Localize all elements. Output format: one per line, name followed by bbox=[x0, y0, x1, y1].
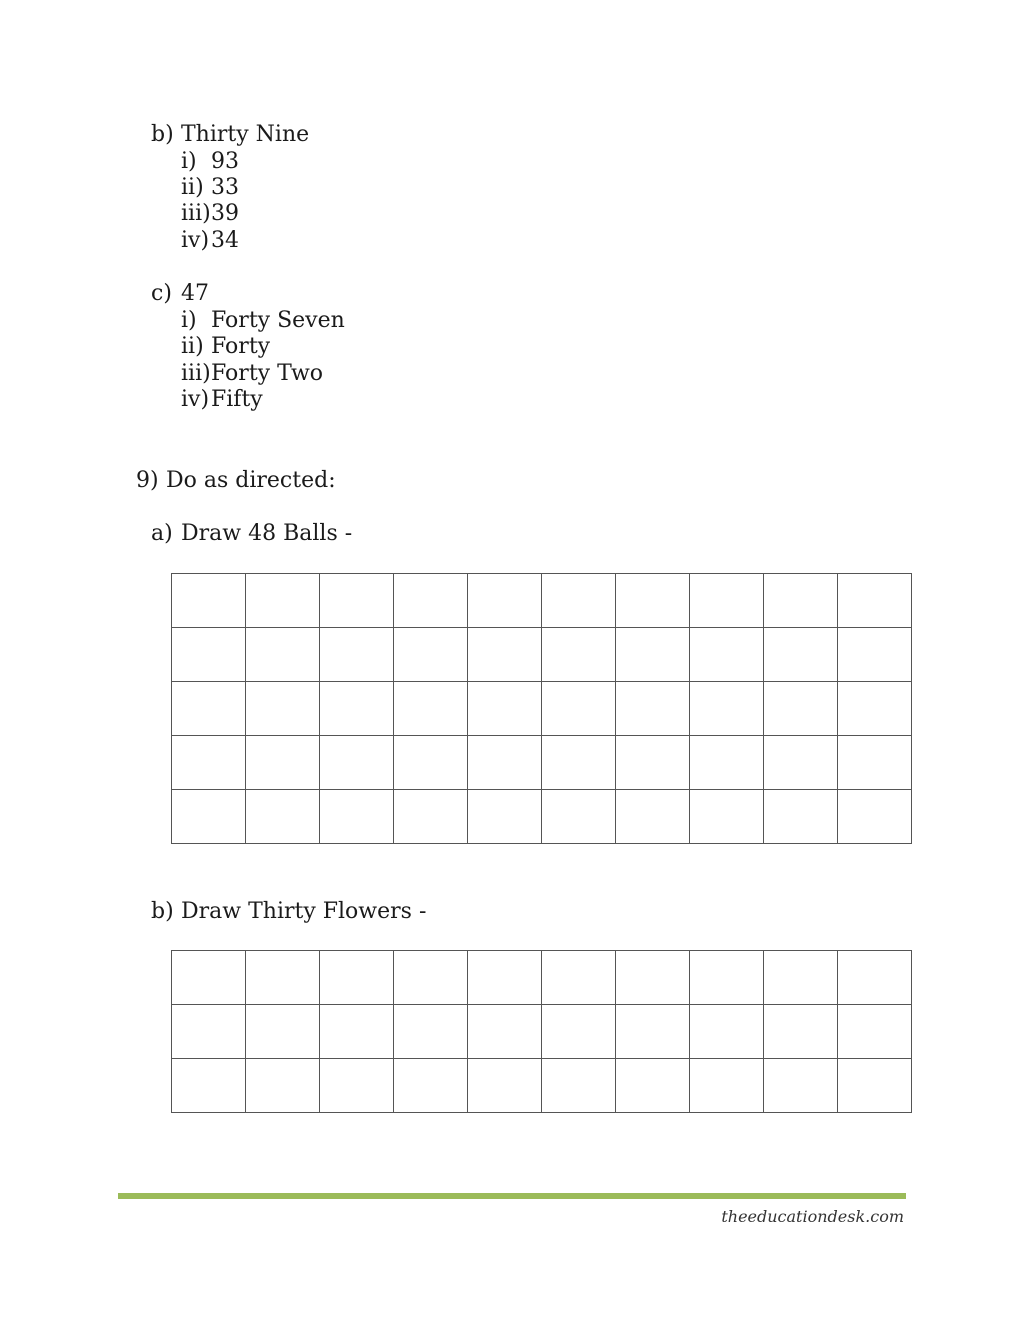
question-b-text: Thirty Nine bbox=[181, 122, 310, 147]
option-label: ii) bbox=[181, 175, 204, 200]
task-a-text: Draw 48 Balls - bbox=[181, 521, 353, 546]
grid-cell[interactable] bbox=[394, 1005, 468, 1059]
grid-cell[interactable] bbox=[394, 1059, 468, 1113]
grid-cell[interactable] bbox=[764, 628, 838, 682]
grid-cell[interactable] bbox=[246, 682, 320, 736]
grid-cell[interactable] bbox=[616, 951, 690, 1005]
option-label: i) bbox=[181, 149, 197, 174]
grid-cell[interactable] bbox=[542, 682, 616, 736]
grid-cell[interactable] bbox=[320, 1005, 394, 1059]
grid-cell[interactable] bbox=[394, 951, 468, 1005]
grid-cell[interactable] bbox=[690, 1005, 764, 1059]
grid-cell[interactable] bbox=[468, 1005, 542, 1059]
option-label: iii) bbox=[181, 201, 211, 226]
option-label: iv) bbox=[181, 228, 210, 253]
grid-cell[interactable] bbox=[616, 628, 690, 682]
grid-cell[interactable] bbox=[246, 628, 320, 682]
option-label: iii) bbox=[181, 361, 211, 386]
grid-cell[interactable] bbox=[246, 951, 320, 1005]
grid-cell[interactable] bbox=[690, 1059, 764, 1113]
grid-cell[interactable] bbox=[246, 736, 320, 790]
question-c-text: 47 bbox=[181, 281, 209, 306]
grid-cell[interactable] bbox=[690, 951, 764, 1005]
grid-cell[interactable] bbox=[838, 790, 912, 844]
grid-cell[interactable] bbox=[616, 574, 690, 628]
footer-site-name: theeducationdesk.com bbox=[721, 1207, 904, 1226]
grid-cell[interactable] bbox=[172, 628, 246, 682]
grid-cell[interactable] bbox=[320, 736, 394, 790]
grid-cell[interactable] bbox=[468, 1059, 542, 1113]
grid-cell[interactable] bbox=[542, 790, 616, 844]
option-label: i) bbox=[181, 308, 197, 333]
task-b-label: b) bbox=[151, 899, 174, 924]
grid-cell[interactable] bbox=[172, 790, 246, 844]
question-b-label: b) bbox=[151, 122, 174, 147]
grid-cell[interactable] bbox=[838, 1059, 912, 1113]
option-value: Forty bbox=[211, 334, 271, 359]
option-label: iv) bbox=[181, 387, 210, 412]
question-9-text: Do as directed: bbox=[166, 468, 336, 493]
grid-cell[interactable] bbox=[690, 574, 764, 628]
grid-cell[interactable] bbox=[320, 951, 394, 1005]
grid-cell[interactable] bbox=[690, 790, 764, 844]
grid-cell[interactable] bbox=[394, 574, 468, 628]
option-value: Forty Seven bbox=[211, 308, 345, 333]
question-9-label: 9) bbox=[136, 468, 159, 493]
grid-cell[interactable] bbox=[690, 736, 764, 790]
question-c-label: c) bbox=[151, 281, 172, 306]
footer-divider bbox=[118, 1193, 906, 1199]
grid-cell[interactable] bbox=[838, 736, 912, 790]
option-value: 33 bbox=[211, 175, 239, 200]
grid-row bbox=[172, 790, 912, 844]
grid-cell[interactable] bbox=[764, 574, 838, 628]
grid-cell[interactable] bbox=[468, 736, 542, 790]
option-value: 39 bbox=[211, 201, 239, 226]
grid-cell[interactable] bbox=[172, 682, 246, 736]
grid-cell[interactable] bbox=[468, 682, 542, 736]
grid-cell[interactable] bbox=[690, 628, 764, 682]
grid-row bbox=[172, 736, 912, 790]
task-b-text: Draw Thirty Flowers - bbox=[181, 899, 427, 924]
grid-cell[interactable] bbox=[394, 790, 468, 844]
grid-cell[interactable] bbox=[616, 790, 690, 844]
grid-cell[interactable] bbox=[246, 1005, 320, 1059]
grid-cell[interactable] bbox=[838, 574, 912, 628]
grid-cell[interactable] bbox=[616, 682, 690, 736]
grid-cell[interactable] bbox=[394, 628, 468, 682]
grid-cell[interactable] bbox=[764, 1059, 838, 1113]
grid-cell[interactable] bbox=[320, 628, 394, 682]
grid-cell[interactable] bbox=[320, 682, 394, 736]
option-value: Fifty bbox=[211, 387, 263, 412]
grid-row bbox=[172, 1059, 912, 1113]
grid-cell[interactable] bbox=[394, 736, 468, 790]
grid-cell[interactable] bbox=[468, 951, 542, 1005]
grid-cell[interactable] bbox=[542, 736, 616, 790]
grid-cell[interactable] bbox=[542, 951, 616, 1005]
drawing-grid-balls[interactable] bbox=[171, 573, 912, 844]
grid-cell[interactable] bbox=[542, 628, 616, 682]
grid-cell[interactable] bbox=[320, 574, 394, 628]
grid-cell[interactable] bbox=[616, 1005, 690, 1059]
grid-cell[interactable] bbox=[838, 951, 912, 1005]
grid-cell[interactable] bbox=[172, 736, 246, 790]
grid-cell[interactable] bbox=[764, 682, 838, 736]
grid-cell[interactable] bbox=[320, 790, 394, 844]
grid-cell[interactable] bbox=[764, 736, 838, 790]
grid-row bbox=[172, 574, 912, 628]
grid-row bbox=[172, 951, 912, 1005]
grid-cell[interactable] bbox=[468, 574, 542, 628]
task-a-label: a) bbox=[151, 521, 173, 546]
grid-cell[interactable] bbox=[838, 682, 912, 736]
grid-cell[interactable] bbox=[616, 1059, 690, 1113]
grid-cell[interactable] bbox=[394, 682, 468, 736]
grid-cell[interactable] bbox=[468, 790, 542, 844]
grid-row bbox=[172, 682, 912, 736]
grid-cell[interactable] bbox=[542, 574, 616, 628]
grid-row bbox=[172, 1005, 912, 1059]
grid-cell[interactable] bbox=[246, 790, 320, 844]
grid-cell[interactable] bbox=[172, 574, 246, 628]
option-value: 93 bbox=[211, 149, 239, 174]
grid-cell[interactable] bbox=[246, 1059, 320, 1113]
grid-cell[interactable] bbox=[616, 736, 690, 790]
grid-row bbox=[172, 628, 912, 682]
grid-cell[interactable] bbox=[246, 574, 320, 628]
grid-cell[interactable] bbox=[690, 682, 764, 736]
grid-cell[interactable] bbox=[764, 1005, 838, 1059]
grid-cell[interactable] bbox=[468, 628, 542, 682]
grid-cell[interactable] bbox=[172, 1059, 246, 1113]
grid-cell[interactable] bbox=[542, 1005, 616, 1059]
grid-cell[interactable] bbox=[542, 1059, 616, 1113]
grid-cell[interactable] bbox=[172, 951, 246, 1005]
option-label: ii) bbox=[181, 334, 204, 359]
option-value: 34 bbox=[211, 228, 239, 253]
option-value: Forty Two bbox=[211, 361, 324, 386]
grid-cell[interactable] bbox=[838, 1005, 912, 1059]
grid-cell[interactable] bbox=[764, 951, 838, 1005]
grid-cell[interactable] bbox=[172, 1005, 246, 1059]
grid-cell[interactable] bbox=[764, 790, 838, 844]
drawing-grid-flowers[interactable] bbox=[171, 950, 912, 1113]
grid-cell[interactable] bbox=[320, 1059, 394, 1113]
grid-cell[interactable] bbox=[838, 628, 912, 682]
